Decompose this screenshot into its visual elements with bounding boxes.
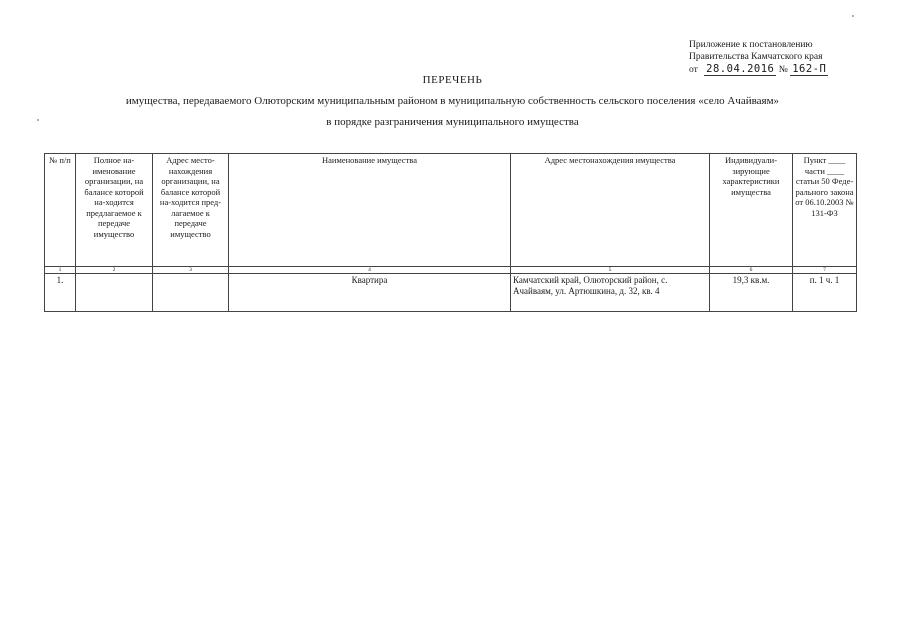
- scan-speck: [852, 15, 854, 17]
- row-characteristics: 19,3 кв.м.: [710, 274, 793, 312]
- header-property-name: Наименование имущества: [229, 154, 511, 267]
- row-law-point: п. 1 ч. 1: [793, 274, 857, 312]
- column-number: 4: [229, 267, 511, 274]
- column-number: 1: [45, 267, 76, 274]
- document-subtitle: имущества, передаваемого Олюторским муниципальным районом в муниципальную собственность сельского поселения «село Ачайваям»: [125, 95, 780, 107]
- appendix-line-2: Правительства Камчатского края: [689, 52, 823, 62]
- table-header-row: [45, 154, 857, 267]
- header-law-point: Пункт ____ части ____ статьи 50 Феде-рального закона от 06.10.2003 № 131-ФЗ: [793, 154, 857, 267]
- row-org-address: [153, 274, 229, 312]
- property-table: [44, 153, 857, 312]
- number-label: №: [778, 65, 788, 75]
- row-property-address: Камчатский край, Олюторский район, с. Ачайваям, ул. Артюшкина, д. 32, кв. 4: [511, 274, 710, 312]
- header-org-name: Полное на-именование организации, на балансе которой на-ходится предлагаемое к передаче имущество: [76, 154, 153, 267]
- document-subtitle-2: в порядке разграничения муниципального имущества: [326, 116, 579, 128]
- header-number: № п/п: [45, 154, 76, 267]
- column-number: 5: [511, 267, 710, 274]
- header-property-address: Адрес местонахождения имущества: [511, 154, 710, 267]
- resolution-number: 162-П: [792, 63, 827, 75]
- row-org-name: [76, 274, 153, 312]
- column-number-row: [45, 267, 857, 274]
- resolution-date: 28.04.2016: [706, 63, 775, 75]
- header-org-address: Адрес место-нахождения организации, на балансе которой на-ходится пред-лагаемое к передаче имущество: [153, 154, 229, 267]
- row-number: 1.: [45, 274, 76, 312]
- column-number: 3: [153, 267, 229, 274]
- header-characteristics: Индивидуали-зирующие характеристики имущества: [710, 154, 793, 267]
- table-row: [45, 274, 857, 312]
- row-property-name: Квартира: [229, 274, 511, 312]
- document-title: ПЕРЕЧЕНЬ: [422, 74, 483, 86]
- appendix-line-1: Приложение к постановлению: [689, 40, 813, 50]
- appendix-block: [689, 39, 899, 76]
- column-number: 6: [710, 267, 793, 274]
- from-label: от: [689, 65, 698, 75]
- column-number: 2: [76, 267, 153, 274]
- column-number: 7: [793, 267, 857, 274]
